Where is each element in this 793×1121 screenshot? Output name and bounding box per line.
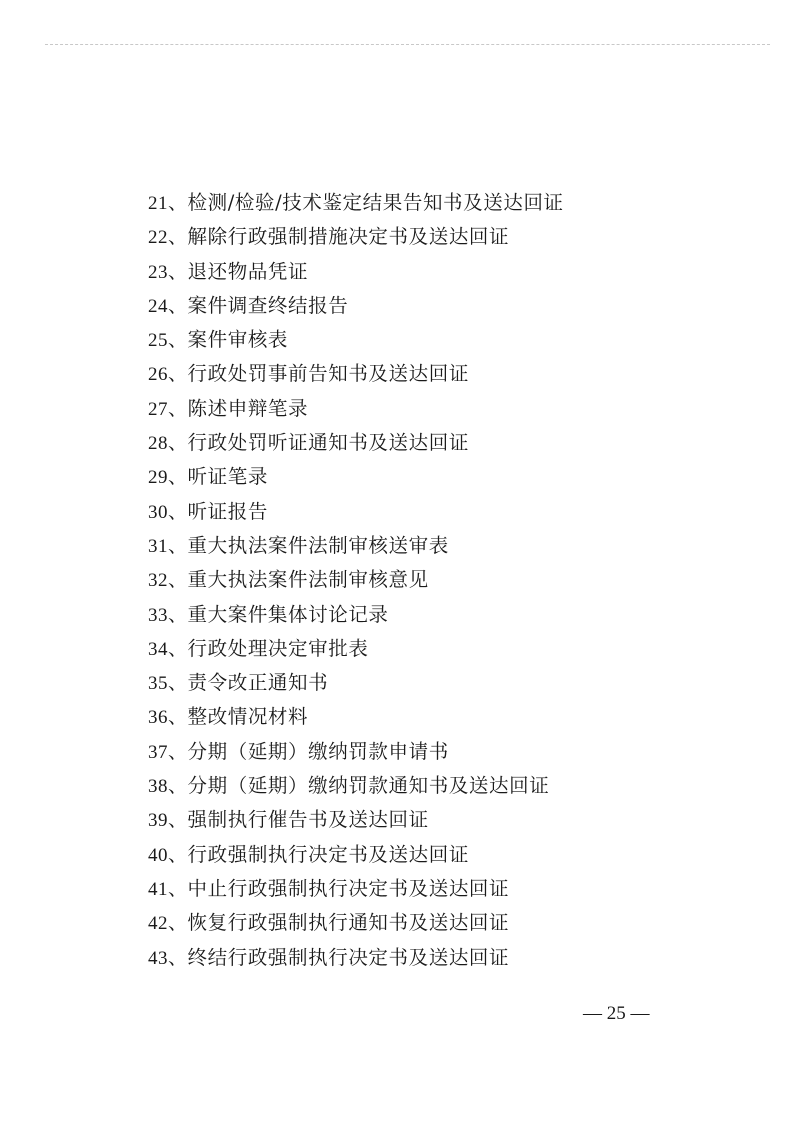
list-item [148,495,564,529]
item-number: 38、 [148,776,188,798]
item-text: 终结行政强制执行决定书及送达回证 [187,945,510,969]
item-text: 重大案件集体讨论记录 [187,602,389,626]
item-text: 责令改正通知书 [187,671,329,695]
item-number: 26、 [148,364,188,386]
item-text: 行政处罚事前告知书及送达回证 [187,362,469,386]
item-number: 35、 [148,673,188,695]
item-number: 21、 [148,193,188,214]
list-item [148,220,564,254]
item-number: 24、 [148,295,188,317]
item-number: 30、 [148,501,188,523]
item-text: 强制执行催告书及送达回证 [187,808,429,832]
list-item [148,392,564,426]
item-number: 28、 [148,433,188,455]
list-item [148,803,564,837]
list-item [148,769,564,803]
item-number: 23、 [148,261,188,283]
list-item [148,426,564,460]
list-item [148,941,564,975]
item-text: 听证报告 [187,499,268,523]
item-text: 行政强制执行决定书及送达回证 [187,842,469,866]
scan-border-line [45,44,770,45]
list-item [148,735,564,769]
item-text: 中止行政强制执行决定书及送达回证 [187,876,510,900]
item-text: 整改情况材料 [187,705,309,729]
page-number: — 25 — [583,1003,650,1024]
item-number: 31、 [148,535,188,557]
item-text: 恢复行政强制执行通知书及送达回证 [187,911,510,935]
item-number: 33、 [148,604,188,626]
list-item [148,186,564,220]
list-item [148,872,564,906]
item-text: 案件审核表 [187,328,289,352]
item-text: 陈述申辩笔录 [187,396,309,420]
item-text: 重大执法案件法制审核送审表 [187,533,449,557]
item-number: 39、 [148,810,188,832]
item-number: 41、 [148,878,188,900]
item-text: 重大执法案件法制审核意见 [187,568,429,592]
item-number: 37、 [148,741,188,763]
item-number: 27、 [148,398,188,420]
list-item [148,700,564,734]
list-item [148,529,564,563]
document-list [148,186,564,975]
item-number: 42、 [148,913,188,935]
list-item [148,838,564,872]
list-item [148,323,564,357]
item-number: 22、 [148,227,188,249]
item-number: 36、 [148,707,188,729]
item-number: 34、 [148,638,188,660]
list-item [148,632,564,666]
item-text: 案件调查终结报告 [187,293,349,317]
list-item [148,563,564,597]
item-text: 分期（延期）缴纳罚款申请书 [187,739,449,763]
list-item [148,906,564,940]
item-number: 40、 [148,844,188,866]
item-text: 检测/检验/技术鉴定结果告知书及送达回证 [187,191,564,214]
list-item [148,460,564,494]
item-text: 行政处罚听证通知书及送达回证 [187,431,469,455]
item-number: 43、 [148,947,188,969]
list-item [148,666,564,700]
list-item [148,289,564,323]
item-text: 退还物品凭证 [187,259,309,283]
item-text: 听证笔录 [187,465,268,489]
item-number: 25、 [148,330,188,352]
list-item [148,598,564,632]
item-text: 行政处理决定审批表 [187,636,369,660]
item-text: 分期（延期）缴纳罚款通知书及送达回证 [187,774,550,798]
item-text: 解除行政强制措施决定书及送达回证 [187,225,510,249]
item-number: 32、 [148,570,188,592]
list-item [148,255,564,289]
list-item [148,357,564,391]
item-number: 29、 [148,467,188,489]
